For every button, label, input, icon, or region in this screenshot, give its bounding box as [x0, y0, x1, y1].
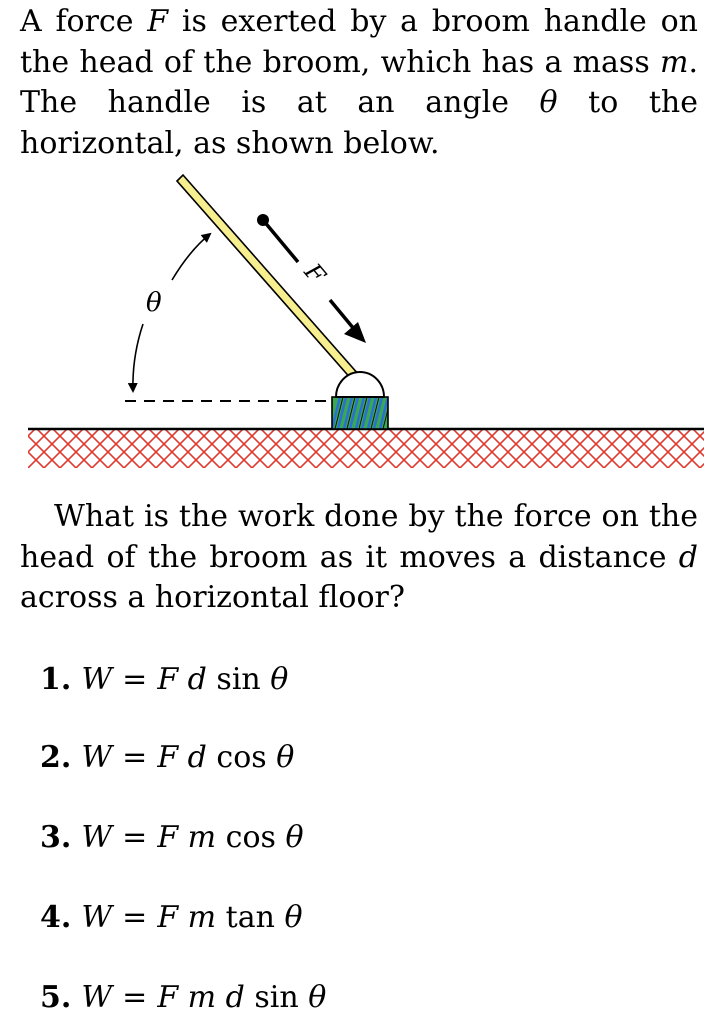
force-arrow-shaft-upper [263, 220, 298, 262]
var-distance: d [678, 539, 698, 575]
choice-1[interactable]: 1. W = F d sin θ [40, 662, 289, 697]
question-text: What is the work done by the force on the head of the broom as it moves a distance d across a horizontal floor? [20, 499, 698, 615]
problem-intro: A force F is exerted by a broom handle on the head of the broom, which has a mass m. The handle is at an angle θ to the horizontal, as shown below. [20, 4, 698, 161]
choice-4[interactable]: 4. W = F m tan θ [40, 900, 303, 935]
angle-arc-lower [133, 324, 143, 391]
choice-3[interactable]: 3. W = F m cos θ [40, 820, 304, 855]
choice-5[interactable]: 5. W = F m d sin θ [40, 980, 327, 1015]
floor-hatching [28, 430, 704, 468]
angle-arc-upper [172, 234, 210, 280]
broom-bristles [332, 397, 391, 429]
var-force: F [147, 4, 169, 39]
var-mass: m [660, 44, 689, 80]
broom-head [336, 372, 384, 397]
choice-2[interactable]: 2. W = F d cos θ [40, 740, 295, 775]
broom-diagram [20, 172, 710, 477]
force-arrow-shaft-lower [330, 300, 354, 329]
force-arrow-head [344, 322, 366, 343]
var-angle: θ [539, 85, 558, 120]
angle-label: θ [146, 288, 162, 318]
broom-handle [177, 175, 359, 381]
force-label: F [298, 258, 331, 289]
